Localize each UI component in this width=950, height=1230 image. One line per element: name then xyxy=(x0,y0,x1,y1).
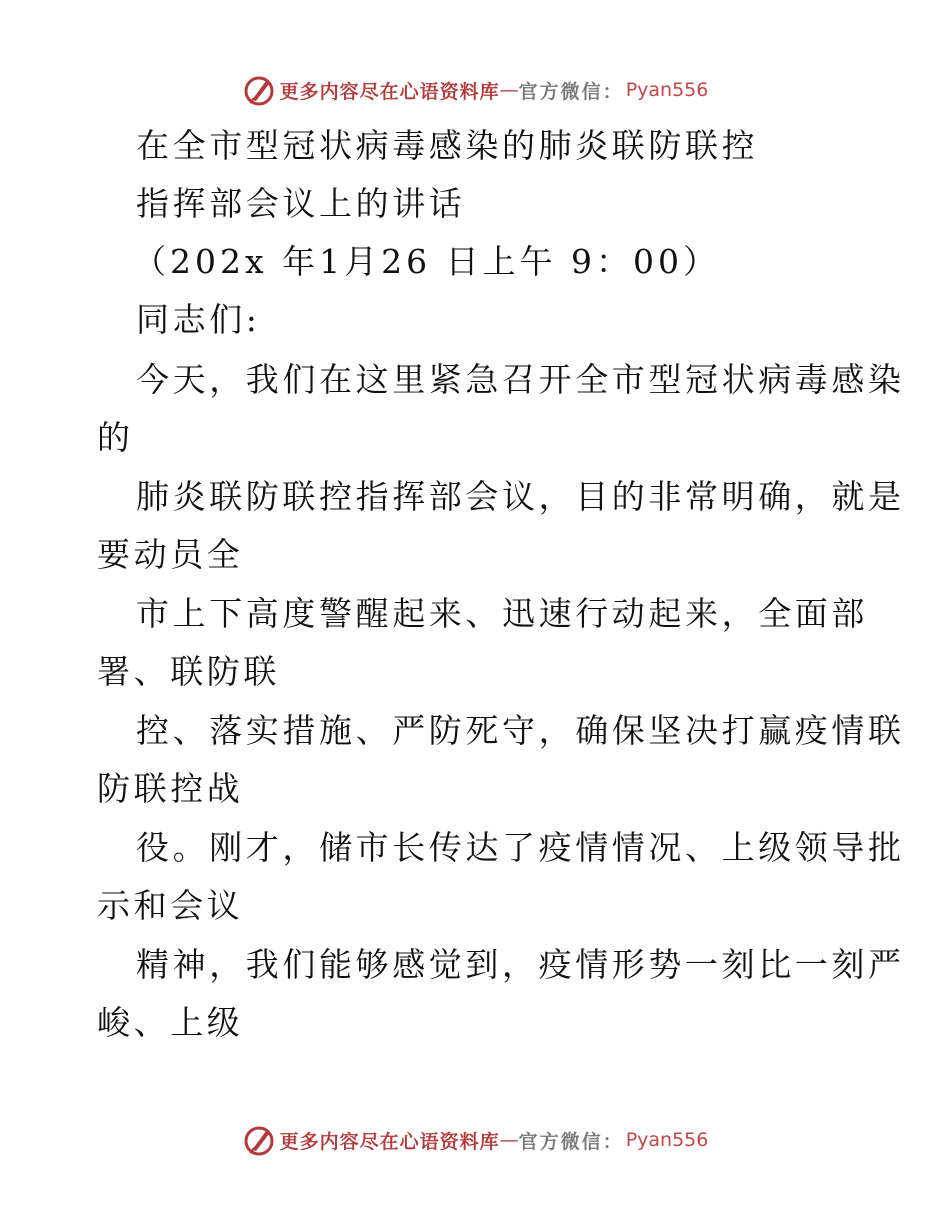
header-banner xyxy=(0,70,950,110)
banner-wechat-label: 官方微信： xyxy=(518,80,624,103)
banner-wechat-label: 官方微信： xyxy=(518,1130,624,1153)
body-line: 役。刚才，储市长传达了疫情情况、上级领导批 xyxy=(136,828,905,867)
document-title-line-1: 在全市型冠状病毒感染的肺炎联防联控 xyxy=(136,126,759,165)
quill-logo-icon xyxy=(242,1123,276,1157)
body-line: 的 xyxy=(97,418,134,457)
document-title-line-2: 指挥部会议上的讲话 xyxy=(136,184,466,223)
body-line: 精神，我们能够感觉到，疫情形势一刻比一刻严 xyxy=(136,945,905,984)
document-date: （202x 年1月26 日上午 9：00） xyxy=(133,242,721,281)
banner-brand-text: 更多内容尽在心语资料库 xyxy=(279,80,500,103)
banner-dash: — xyxy=(499,1129,519,1151)
banner-brand-text: 更多内容尽在心语资料库 xyxy=(279,1130,500,1153)
body-line: 控、落实措施、严防死守，确保坚决打赢疫情联 xyxy=(136,711,905,750)
body-line: 肺炎联防联控指挥部会议，目的非常明确，就是 xyxy=(136,477,905,516)
body-line: 署、联防联 xyxy=(97,652,280,691)
banner-wechat-id: Pyan556 xyxy=(625,79,709,101)
body-line: 市上下高度警醒起来、迅速行动起来，全面部 xyxy=(136,594,868,633)
salutation: 同志们: xyxy=(136,300,261,339)
body-line: 防联控战 xyxy=(97,769,244,808)
body-line: 今天，我们在这里紧急召开全市型冠状病毒感染 xyxy=(136,360,905,399)
body-line: 示和会议 xyxy=(97,886,244,925)
body-line: 峻、上级 xyxy=(97,1003,244,1042)
banner-dash: — xyxy=(499,79,519,101)
footer-banner xyxy=(0,1120,950,1160)
banner-wechat-id: Pyan556 xyxy=(625,1129,709,1151)
body-line: 要动员全 xyxy=(97,535,244,574)
quill-logo-icon xyxy=(242,73,276,107)
